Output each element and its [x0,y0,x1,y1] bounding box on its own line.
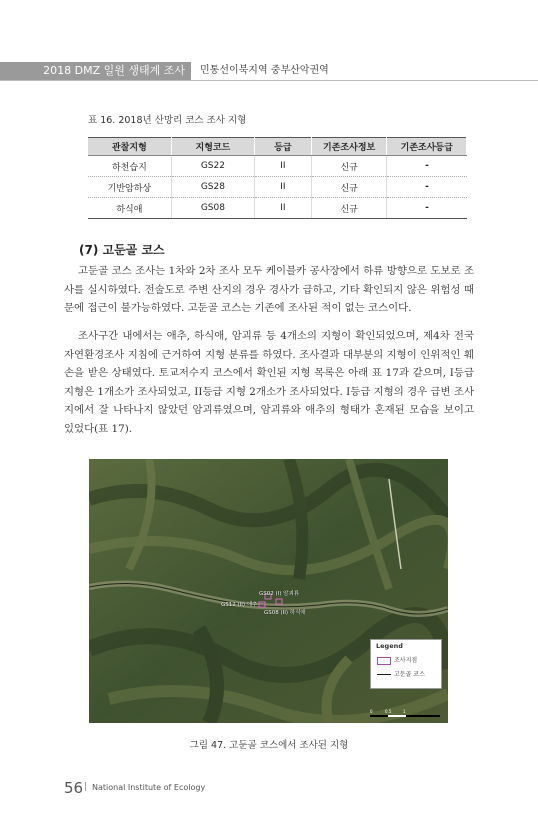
table-cell: 하식애 [88,198,171,219]
legend-label: 고둔골 코스 [394,671,425,678]
table-cell: - [387,177,467,198]
col-header: 기존조사정보 [311,138,387,156]
scale-segment [370,715,388,717]
header-area-label: 민통선이북지역 중부산악권역 [200,65,329,76]
course-line-swatch [377,674,391,675]
legend-item-survey-point [377,655,417,665]
table-cell: II [255,198,312,219]
table-row [88,177,467,198]
section-title: (7) 고둔골 코스 [79,243,165,257]
legend-label: 조사지점 [394,657,418,664]
terrain-table [88,137,467,219]
survey-point-swatch [377,657,391,665]
scale-segment [388,715,406,717]
table-cell: 하천습지 [88,156,171,177]
table-cell: - [387,198,467,219]
table-cell: GS22 [171,156,254,177]
page-number: 56 [64,779,84,797]
legend-item-course [377,669,425,678]
footer-separator: | [84,782,88,792]
footer-institute: National Institute of Ecology [92,783,206,792]
table-cell: 신규 [311,198,387,219]
scale-tick-label: 0.5 [385,709,392,714]
table-cell: II [255,177,312,198]
header-divider [0,80,538,81]
scale-tick-label: 1 [403,709,406,714]
satellite-map-figure [89,459,448,723]
table-header-row [88,138,467,156]
col-header: 등급 [255,138,312,156]
body-paragraph: 조사구간 내에서는 애추, 하식애, 암괴류 등 4개소의 지형이 확인되었으며, 제4차 전국자연환경조사 지침에 근거하여 지형 분류를 하였다. 조사결과 대부분의 지형이 인위적인 훼손을 받은 상태였다. 토교저수지 코스에서 확인된 지형 목록은 아래 표 17과 같으며, I등급 지형은 1개소가 조사되었고, II등급 지형 2개소가 조사되었다. I등급 지형의 경우 급변 조사지에서 잘 나타나지 않았던 암괴류였으며, 암괴류와 애추의 형태가 혼재된 모습을 보이고 있었다(표 17). [64,330,474,435]
map-legend [370,639,442,689]
table-row [88,198,467,219]
table-cell: 신규 [311,177,387,198]
table-cell: 기반암하상 [88,177,171,198]
header-series-label: 2018 DMZ 일원 생태계 조사 [0,62,191,80]
figure-caption: 그림 47. 고둔골 코스에서 조사된 지형 [189,740,349,751]
map-label: GS12 (II) 애추 [221,602,258,608]
map-label: GS08 (II) 하식애 [264,610,306,616]
col-header: 기존조사등급 [387,138,467,156]
table-caption: 표 16. 2018년 산망리 코스 조사 지형 [88,115,247,126]
table-cell: GS28 [171,177,254,198]
table-cell: - [387,156,467,177]
map-label: GS02 (I) 암괴류 [259,591,300,597]
scale-segment [406,715,440,717]
table-cell: GS08 [171,198,254,219]
table-row [88,156,467,177]
body-paragraph: 고둔골 코스 조사는 1차와 2차 조사 모두 케이블카 공사장에서 하류 방향으로 도보로 조사를 실시하였다. 전술도로 주변 산지의 경우 경사가 급하고, 기타 확인되지 않은 위험성 때문에 접근이 불가능하였다. 고둔골 코스는 기존에 조사된 적이 없는 코스이다. [64,265,474,315]
col-header: 지형코드 [171,138,254,156]
col-header: 관찰지형 [88,138,171,156]
legend-title: Legend [376,642,403,650]
table-cell: 신규 [311,156,387,177]
map-scale-bar [370,709,440,720]
table-cell: II [255,156,312,177]
scale-tick-label: 0 [370,709,373,714]
